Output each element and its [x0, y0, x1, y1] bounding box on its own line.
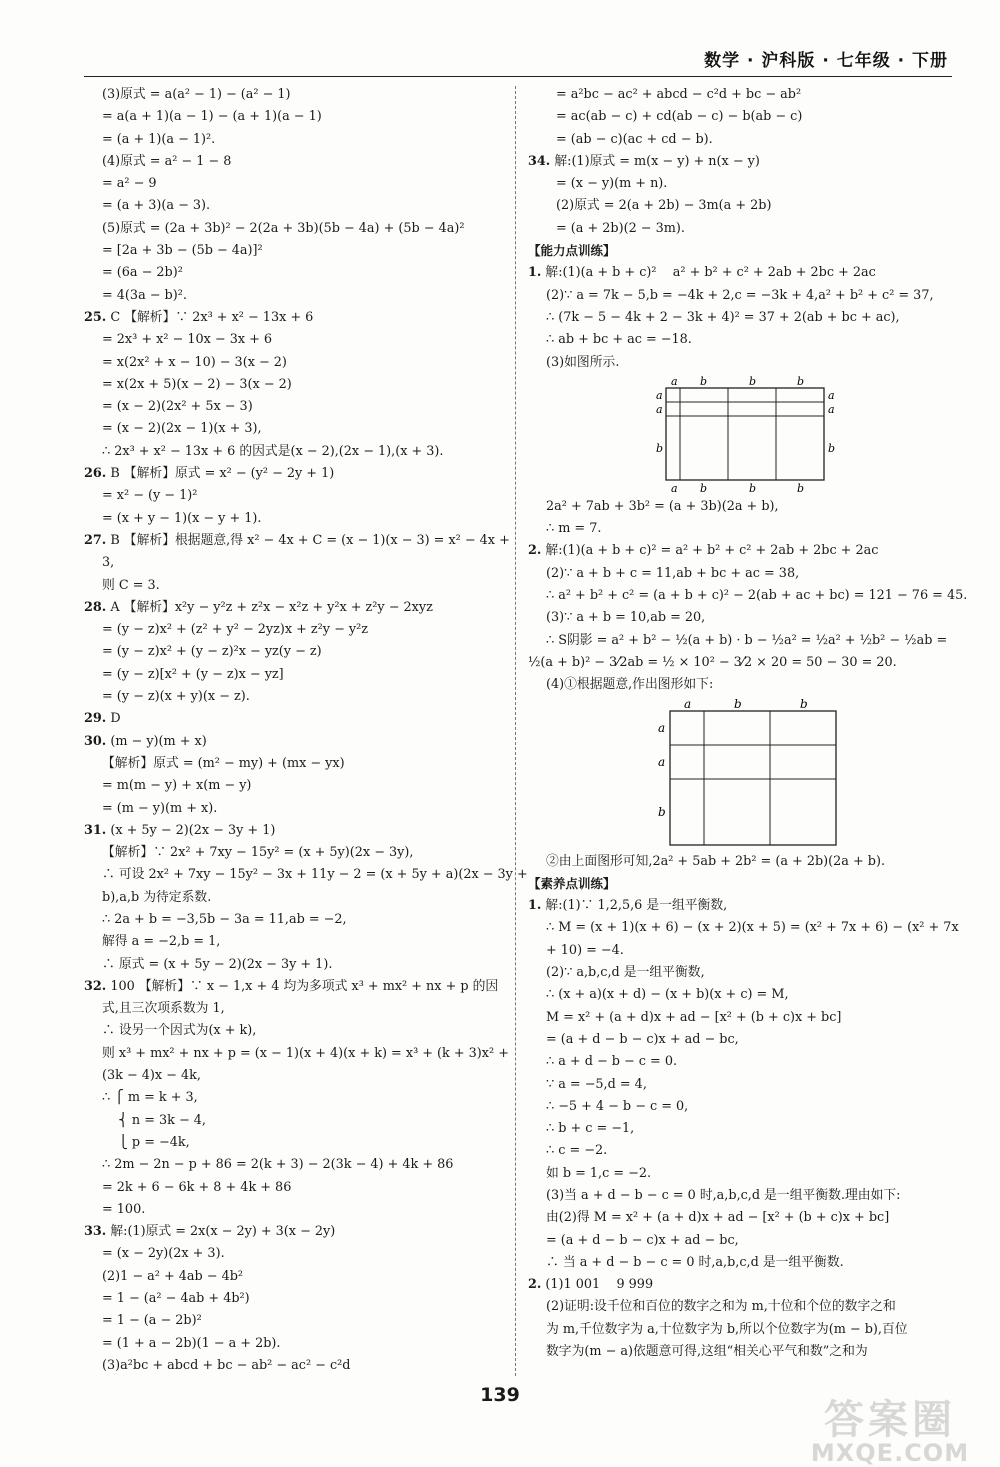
- line-text: 为 m,千位数字为 a,十位数字为 b,所以个位数字为(m − b),百位: [546, 1321, 908, 1337]
- line-text: (3)原式 = a(a² − 1) − (a² − 1): [102, 87, 291, 102]
- text-line: [84, 84, 504, 106]
- line-text: D: [106, 711, 121, 727]
- text-line: [84, 1288, 504, 1310]
- text-line: [528, 674, 960, 696]
- text-line: [528, 1051, 960, 1073]
- line-text: 由(2)得 M = x² + (a + d)x + ad − [x² + (b + c)x + bc]: [546, 1210, 890, 1226]
- text-line: [528, 329, 960, 351]
- text-line: [84, 1154, 504, 1176]
- line-text: (3)a²bc + abcd + bc − ab² − ac² − c²d: [102, 1357, 351, 1373]
- line-text: ∴ M = (x + 1)(x + 6) − (x + 2)(x + 5) = (x² + 7x + 6) − (x² + 7x: [546, 920, 959, 936]
- text-line: [528, 1341, 960, 1363]
- line-text: (2)证明:设千位和百位的数字之和为 m,十位和个位的数字之和: [546, 1299, 896, 1315]
- figure-2-outer: [670, 711, 836, 845]
- line-text: = (x − 2)(2x² + 5x − 3): [102, 399, 253, 415]
- text-line: [528, 563, 960, 585]
- line-text: (3)∵ a + b = 10,ab = 20,: [546, 610, 706, 626]
- line-text: = m(m − y) + x(m − y): [102, 778, 252, 794]
- line-text: B 【解析】原式 = x² − (y² − 2y + 1): [106, 466, 335, 482]
- text-line: [84, 664, 504, 686]
- text-line: [528, 84, 960, 106]
- line-text: (x + 5y − 2)(2x − 3y + 1): [106, 822, 276, 838]
- figure-2-svg: [654, 699, 844, 849]
- line-text: = (1 + a − 2b)(1 − a + 2b).: [102, 1335, 281, 1351]
- line-text: = 1 − (a² − 4ab + 4b²): [102, 1291, 250, 1307]
- text-line: [84, 552, 504, 574]
- figure-1-right-label-3: b: [828, 441, 836, 455]
- line-text: ⎨ n = 3k − 4,: [102, 1112, 206, 1128]
- figure-1-left-label-1: a: [656, 388, 663, 402]
- line-text: ∴ ab + bc + ac = −18.: [546, 332, 692, 348]
- text-line: [528, 1074, 960, 1096]
- figure-1-bottom-label-4: b: [797, 481, 805, 494]
- text-line: [84, 1310, 504, 1332]
- text-line: [528, 1007, 960, 1029]
- text-line: [84, 1043, 509, 1065]
- line-text: 3,: [102, 555, 115, 571]
- text-line: [84, 374, 504, 396]
- line-text: 2a² + 7ab + 3b² = (a + 3b)(2a + b),: [546, 498, 779, 514]
- line-text: = (a + d − b − c)x + ad − bc,: [546, 1031, 739, 1047]
- question-number: 2.: [528, 543, 542, 559]
- text-line: [84, 195, 504, 217]
- figure-2-top-label-1: a: [684, 698, 692, 711]
- figure-1-left-label-2: a: [656, 402, 663, 416]
- text-line: [84, 1087, 504, 1109]
- text-line: [528, 218, 960, 240]
- line-text: 则 C = 3.: [102, 577, 160, 593]
- line-text: ∴ 可设 2x² + 7xy − 15y² − 3x + 11y − 2 = (x + 5y + a)(2x − 3y +: [102, 867, 528, 883]
- line-text: 【解析】原式 = (m² − my) + (mx − yx): [102, 755, 345, 771]
- figure-1-bottom-label-3: b: [749, 481, 757, 494]
- line-text: 数字为(m − a)依题意可得,这组“相关心平气和数”之和为: [546, 1344, 868, 1360]
- line-text: ∴ 原式 = (x + 5y − 2)(2x − 3y + 1).: [102, 956, 333, 972]
- figure-2-top-label-2: b: [734, 698, 742, 711]
- text-line: [84, 463, 504, 485]
- figure-1-bottom-label-2: b: [700, 481, 708, 494]
- line-text: (2)∵ a,b,c,d 是一组平衡数,: [546, 965, 705, 981]
- line-text: (5)原式 = (2a + 3b)² − 2(2a + 3b)(5b − 4a) + (5b − 4a)²: [102, 220, 465, 236]
- line-text: = (a + 3)(a − 3).: [102, 198, 211, 214]
- text-line: [528, 1185, 960, 1207]
- line-text: ∴ S阴影 = a² + b² − ½(a + b) · b − ½a² = ½a² + ½b² − ½ab =: [546, 632, 948, 648]
- right-column-part-b: [528, 496, 968, 697]
- line-text: 则 x³ + mx² + nx + p = (x − 1)(x + 4)(x + k) = x³ + (k + 3)x² +: [102, 1045, 509, 1061]
- line-text: (4)①根据题意,作出图形如下:: [546, 677, 714, 693]
- line-text: ∴ b + c = −1,: [546, 1121, 635, 1137]
- line-text: ∵ a = −5,d = 4,: [546, 1076, 647, 1092]
- line-text: 解:(1)原式 = 2x(x − 2y) + 3(x − 2y): [106, 1224, 336, 1240]
- question-number: 1.: [528, 898, 542, 914]
- line-text: 解:(1)(a + b + c)² = a² + b² + c² + 2ab + 2bc + 2ac: [541, 543, 879, 559]
- text-line: [84, 285, 504, 307]
- line-text: ∴ m = 7.: [546, 521, 602, 537]
- figure-rectangle-2a-2b: [654, 699, 960, 849]
- figure-1-top-label-1: a: [671, 375, 678, 388]
- figure-rectangle-2a-3b: [652, 376, 960, 494]
- text-line: [528, 106, 960, 128]
- page-number: 139: [480, 1384, 520, 1406]
- text-line: [528, 895, 960, 917]
- text-line: [84, 1333, 504, 1355]
- text-line: [84, 508, 504, 530]
- text-line: [528, 1230, 960, 1252]
- text-line: [84, 998, 504, 1020]
- line-text: = (a + d − b − c)x + ad − bc,: [546, 1232, 739, 1248]
- text-line: [84, 307, 504, 329]
- text-line: [84, 396, 504, 418]
- text-line: [84, 575, 504, 597]
- line-text: = 100.: [102, 1201, 146, 1217]
- line-text: = (x + y − 1)(x − y + 1).: [102, 510, 262, 526]
- text-line: [84, 1266, 504, 1288]
- line-text: ∴ −5 + 4 − b − c = 0,: [546, 1098, 689, 1114]
- figure-1-bottom-label-1: a: [671, 481, 678, 494]
- text-line: [528, 585, 968, 607]
- figure-1-right-label-1: a: [828, 388, 835, 402]
- line-text: = x(2x + 5)(x − 2) − 3(x − 2): [102, 376, 292, 392]
- text-line: [528, 285, 960, 307]
- line-text: = (m − y)(m + x).: [102, 800, 218, 816]
- text-line: [84, 641, 504, 663]
- text-line: [528, 1163, 960, 1185]
- line-text: ∴ (x + a)(x + d) − (x + b)(x + c) = M,: [546, 987, 789, 1003]
- line-text: (3)当 a + d − b − c = 0 时,a,b,c,d 是一组平衡数.理由如下:: [546, 1187, 901, 1203]
- question-number: 32.: [84, 978, 107, 994]
- text-line: [528, 518, 960, 540]
- right-column-part-a: [528, 84, 960, 374]
- line-text: 如 b = 1,c = −2.: [546, 1165, 652, 1181]
- text-line: [84, 976, 504, 998]
- figure-2-left-label-3: b: [658, 804, 666, 819]
- line-text: (2)1 − a² + 4ab − 4b²: [102, 1268, 244, 1284]
- line-text: = [2a + 3b − (5b − 4a)]²: [102, 243, 263, 259]
- figure-1-top-label-2: b: [700, 375, 708, 388]
- text-line: [528, 917, 960, 939]
- line-text: = 4(3a − b)².: [102, 287, 187, 303]
- text-line: [528, 1029, 960, 1051]
- text-line: [84, 887, 504, 909]
- text-line: [84, 864, 528, 886]
- watermark-text: 答案圈: [824, 1397, 956, 1443]
- column-divider: [515, 86, 516, 1376]
- question-number: 2.: [528, 1277, 542, 1293]
- figure-1-right-label-2: a: [828, 402, 835, 416]
- question-number: 28.: [84, 599, 107, 615]
- line-text: (3k − 4)x − 4k,: [102, 1068, 201, 1084]
- text-line: [84, 530, 510, 552]
- text-line: [528, 851, 960, 873]
- text-line: [84, 798, 504, 820]
- text-line: [84, 1243, 504, 1265]
- line-text: ∴ a + d − b − c = 0.: [546, 1054, 678, 1070]
- text-line: [84, 106, 504, 128]
- text-line: [528, 1252, 960, 1274]
- line-text: 解:(1)∵ 1,2,5,6 是一组平衡数,: [541, 898, 728, 914]
- line-text: = x(2x² + x − 10) − 3(x − 2): [102, 354, 287, 370]
- text-line: [84, 731, 504, 753]
- figure-2-left-label-2: a: [658, 754, 666, 769]
- text-line: [84, 1132, 504, 1154]
- text-line: [84, 931, 504, 953]
- line-text: ∴ ⎧ m = k + 3,: [102, 1090, 198, 1106]
- line-text: 解:(1)原式 = m(x − y) + n(x − y): [550, 153, 760, 169]
- text-line: [84, 820, 504, 842]
- text-line: [528, 1096, 960, 1118]
- text-line: [84, 619, 504, 641]
- text-line: [84, 753, 504, 775]
- line-text: = a(a + 1)(a − 1) − (a + 1)(a − 1): [102, 109, 322, 125]
- line-text: ∴ 设另一个因式为(x + k),: [102, 1023, 257, 1039]
- text-line: [84, 1221, 504, 1243]
- line-text: = a²bc − ac² + abcd − c²d + bc − ab²: [556, 87, 802, 102]
- text-line: [528, 195, 960, 217]
- line-text: = (ab − c)(ac + cd − b).: [556, 131, 713, 147]
- line-text: = (x − y)(m + n).: [556, 176, 668, 192]
- line-text: (3)如图所示.: [546, 354, 620, 370]
- line-text: 解得 a = −2,b = 1,: [102, 934, 221, 950]
- line-text: 100 【解析】∵ x − 1,x + 4 均为多项式 x³ + mx² + nx + p 的因: [106, 978, 499, 994]
- text-line: [528, 940, 960, 962]
- line-text: 式,且三次项系数为 1,: [102, 1001, 225, 1017]
- text-line: [84, 597, 504, 619]
- line-text: 解:(1)(a + b + c)² a² + b² + c² + 2ab + 2bc + 2ac: [541, 265, 876, 281]
- section-heading: 【素养点训练】: [528, 875, 616, 891]
- figure-1-top-label-3: b: [749, 375, 757, 388]
- line-text: ∴ c = −2.: [546, 1143, 608, 1159]
- text-line: [528, 540, 960, 562]
- line-text: = (y − z)(x + y)(x − z).: [102, 689, 250, 705]
- text-line: [528, 262, 960, 284]
- line-text: ∴ a² + b² + c² = (a + b + c)² − 2(ab + ac + bc) = 121 − 76 = 45.: [546, 588, 968, 604]
- text-line: [84, 775, 504, 797]
- text-line: [84, 129, 504, 151]
- text-line: [528, 151, 960, 173]
- text-line: [528, 173, 960, 195]
- line-text: = 2k + 6 − 6k + 8 + 4k + 86: [102, 1179, 292, 1195]
- text-line: [84, 1110, 504, 1132]
- figure-2-top-label-3: b: [800, 698, 808, 711]
- text-line: [528, 1296, 960, 1318]
- question-number: 26.: [84, 466, 107, 482]
- line-text: (m − y)(m + x): [106, 733, 207, 749]
- question-number: 30.: [84, 733, 107, 749]
- line-text: ②由上面图形可知,2a² + 5ab + 2b² = (a + 2b)(2a + b).: [546, 853, 886, 869]
- question-number: 31.: [84, 822, 107, 838]
- line-text: ∴ 2a + b = −3,5b − 3a = 11,ab = −2,: [102, 911, 347, 927]
- text-line: [528, 1118, 960, 1140]
- line-text: (1)1 001 9 999: [541, 1277, 654, 1293]
- text-line: [528, 984, 960, 1006]
- line-text: ½(a + b)² − 3⁄2ab = ½ × 10² − 3⁄2 × 20 = 50 − 30 = 20.: [528, 654, 897, 670]
- text-line: [84, 842, 504, 864]
- right-column-part-c: [528, 851, 960, 1364]
- text-line: [84, 1020, 504, 1042]
- line-text: A 【解析】x²y − y²z + z²x − x²z + y²x + z²y − 2xyz: [106, 599, 433, 615]
- text-line: [84, 708, 504, 730]
- text-line: [528, 652, 960, 674]
- line-text: = (a + 2b)(2 − 3m).: [556, 220, 685, 236]
- text-line: [528, 630, 960, 652]
- text-line: [84, 1065, 504, 1087]
- question-number: 34.: [528, 153, 551, 169]
- text-line: [528, 307, 960, 329]
- text-line: [84, 1355, 504, 1377]
- line-text: = ac(ab − c) + cd(ab − c) − b(ab − c): [556, 109, 803, 125]
- header-rule: [84, 76, 952, 77]
- line-text: = (y − z)x² + (y − z)²x − yz(y − z): [102, 644, 322, 660]
- line-text: = (y − z)x² + (z² + y² − 2yz)x + z²y − y²z: [102, 622, 368, 638]
- line-text: = 2x³ + x² − 10x − 3x + 6: [102, 332, 273, 348]
- text-line: [528, 352, 960, 374]
- text-line: [84, 909, 504, 931]
- text-line: [84, 954, 504, 976]
- question-number: 29.: [84, 711, 107, 727]
- text-line: [528, 962, 960, 984]
- text-line: [84, 418, 504, 440]
- text-line: [528, 1274, 960, 1296]
- line-text: b),a,b 为待定系数.: [102, 889, 212, 905]
- question-number: 27.: [84, 532, 107, 548]
- line-text: = (x − 2)(2x − 1)(x + 3),: [102, 421, 262, 437]
- text-line: [84, 173, 504, 195]
- text-line: [528, 607, 960, 629]
- text-line: [84, 240, 504, 262]
- line-text: = x² − (y − 1)²: [102, 488, 198, 504]
- line-text: (4)原式 = a² − 1 − 8: [102, 153, 232, 169]
- line-text: = (x − 2y)(2x + 3).: [102, 1246, 225, 1262]
- right-column: [528, 84, 968, 1363]
- line-text: (2)∵ a = 7k − 5,b = −4k + 2,c = −3k + 4,a² + b² + c² = 37,: [546, 287, 934, 303]
- line-text: 【解析】∵ 2x² + 7xy − 15y² = (x + 5y)(2x − 3y),: [102, 845, 414, 861]
- left-column: [84, 84, 528, 1377]
- text-line: [84, 1199, 504, 1221]
- line-text: ⎩ p = −4k,: [102, 1134, 190, 1150]
- line-text: = (a + 1)(a − 1)².: [102, 131, 216, 147]
- text-line: [528, 873, 960, 895]
- text-line: [528, 240, 960, 262]
- text-line: [84, 441, 504, 463]
- line-text: = 1 − (a − 2b)²: [102, 1313, 202, 1329]
- text-line: [84, 151, 504, 173]
- text-line: [528, 496, 960, 518]
- watermark-logo: [800, 1388, 980, 1467]
- figure-1-top-label-4: b: [797, 375, 805, 388]
- text-line: [528, 1140, 960, 1162]
- line-text: B 【解析】根据题意,得 x² − 4x + C = (x − 1)(x − 3) = x² − 4x +: [106, 532, 510, 548]
- watermark-url: MXQE.COM: [810, 1439, 970, 1467]
- line-text: C 【解析】∵ 2x³ + x² − 13x + 6: [106, 309, 314, 325]
- text-line: [84, 352, 504, 374]
- text-line: [84, 262, 504, 284]
- text-line: [528, 129, 960, 151]
- text-line: [84, 1177, 504, 1199]
- line-text: M = x² + (a + d)x + ad − [x² + (b + c)x + bc]: [546, 1009, 842, 1025]
- figure-2-left-label-1: a: [658, 720, 666, 735]
- line-text: (2)原式 = 2(a + 2b) − 3m(a + 2b): [556, 198, 772, 214]
- line-text: ∴ 2m − 2n − p + 86 = 2(k + 3) − 2(3k − 4) + 4k + 86: [102, 1157, 454, 1173]
- question-number: 1.: [528, 265, 542, 281]
- line-text: + 10) = −4.: [546, 942, 624, 958]
- text-line: [84, 485, 504, 507]
- text-line: [528, 1207, 960, 1229]
- line-text: ∴ (7k − 5 − 4k + 2 − 3k + 4)² = 37 + 2(ab + bc + ac),: [546, 309, 900, 325]
- text-line: [84, 329, 504, 351]
- question-number: 25.: [84, 309, 107, 325]
- text-line: [84, 218, 504, 240]
- text-line: [528, 1319, 960, 1341]
- figure-1-svg: [652, 376, 842, 494]
- text-line: [84, 686, 504, 708]
- line-text: = a² − 9: [102, 176, 157, 192]
- line-text: ∴ 2x³ + x² − 13x + 6 的因式是(x − 2),(2x − 1),(x + 3).: [102, 443, 444, 459]
- line-text: = (y − z)[x² + (y − z)x − yz]: [102, 666, 284, 682]
- section-heading: 【能力点训练】: [528, 243, 616, 259]
- line-text: ∴ 当 a + d − b − c = 0 时,a,b,c,d 是一组平衡数.: [546, 1254, 844, 1270]
- figure-1-left-label-3: b: [656, 441, 664, 455]
- page-header-title: 数学 · 沪科版 · 七年级 · 下册: [704, 51, 948, 71]
- line-text: (2)∵ a + b + c = 11,ab + bc + ac = 38,: [546, 565, 800, 581]
- question-number: 33.: [84, 1224, 107, 1240]
- line-text: = (6a − 2b)²: [102, 265, 183, 281]
